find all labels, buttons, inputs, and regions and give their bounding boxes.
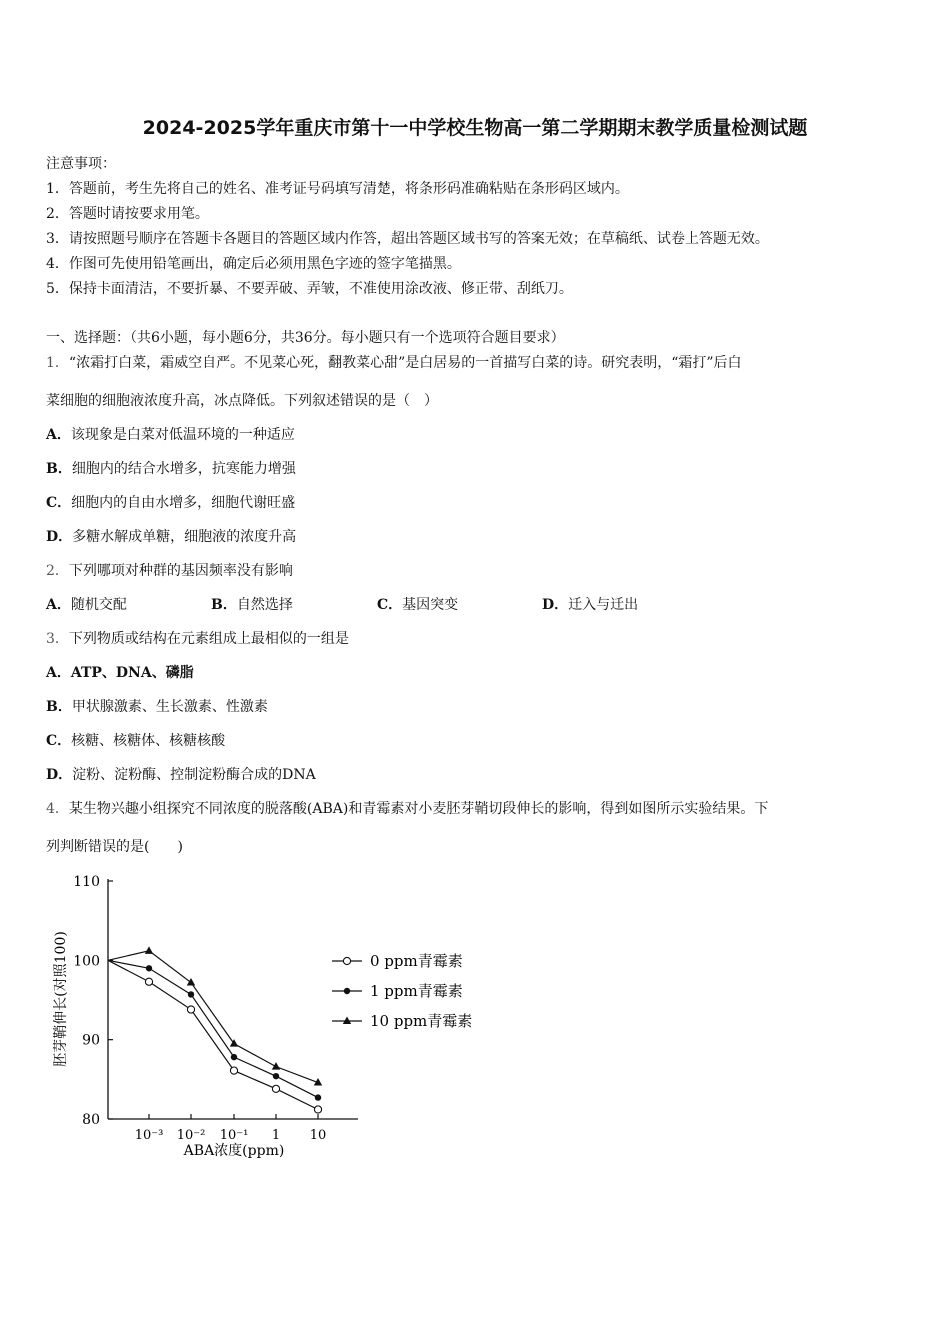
option-label: B． [211, 597, 237, 613]
question-text: 某生物兴趣小组探究不同浓度的脱落酸(ABA)和青霉素对小麦胚芽鞘切段伸长的影响，得到如图所示实验结果。下 [68, 801, 769, 817]
option-text: 核糖、核糖体、核糖核酸 [71, 733, 226, 749]
option-text: 迁入与迁出 [568, 597, 639, 613]
question-1-cont: 菜细胞的细胞液浓度升高，冰点降低。下列叙述错误的是（ ） [46, 393, 438, 409]
data-point [343, 1017, 351, 1025]
notice-item: 2．答题时请按要求用笔。 [46, 206, 209, 222]
notice-heading: 注意事项： [46, 156, 116, 172]
option [46, 730, 225, 750]
option [542, 594, 638, 614]
data-point [315, 1094, 321, 1100]
option [46, 764, 316, 784]
data-point [187, 1006, 194, 1013]
option-label: A． [46, 597, 71, 613]
option-text: 基因突变 [402, 597, 459, 613]
x-tick-label: 10⁻¹ [219, 1128, 249, 1143]
option [377, 594, 458, 614]
series-line [108, 960, 318, 1097]
legend-label: 0 ppm青霉素 [370, 952, 463, 970]
option [211, 594, 293, 614]
x-axis-label: ABA浓度(ppm) [183, 1143, 285, 1159]
x-tick-label: 1 [271, 1128, 281, 1143]
question-2 [46, 560, 293, 580]
series-line [108, 960, 318, 1109]
question-number: 2． [46, 563, 69, 579]
question-1 [46, 352, 742, 372]
option-text: ATP、DNA、磷脂 [70, 665, 194, 681]
option-label: D． [46, 767, 73, 783]
y-tick-label: 90 [82, 1032, 100, 1049]
option-text: 随机交配 [70, 597, 127, 613]
y-axis-label: 胚芽鞘伸长(对照100) [53, 931, 69, 1067]
notice-item: 3．请按照题号顺序在答题卡各题目的答题区域内作答，超出答题区域书写的答案无效；在草稿纸、试卷上答题无效。 [46, 231, 769, 247]
option-text: 细胞内的结合水增多，抗寒能力增强 [71, 461, 296, 477]
section-heading: 一、选择题：（共6小题，每小题6分，共36分。每小题只有一个选项符合题目要求） [46, 330, 565, 346]
data-point [314, 1106, 321, 1113]
data-point [231, 1054, 237, 1060]
option-text: 细胞内的自由水增多，细胞代谢旺盛 [71, 495, 296, 511]
aba-chart [40, 865, 500, 1165]
question-4 [46, 798, 768, 818]
option-label: C． [46, 733, 72, 749]
option-label: B． [46, 699, 72, 715]
option [46, 424, 295, 444]
data-point [188, 991, 194, 997]
option-text: 甲状腺激素、生长激素、性激素 [71, 699, 268, 715]
option-label: C． [46, 495, 72, 511]
question-number: 1． [46, 355, 69, 371]
question-text: 下列哪项对种群的基因频率没有影响 [68, 563, 293, 579]
option [46, 492, 295, 512]
option-label: B． [46, 461, 72, 477]
data-point [272, 1062, 280, 1070]
option-label: A． [46, 665, 71, 681]
option-label: D． [542, 597, 569, 613]
page-title: 2024-2025学年重庆市第十一中学校生物高一第二学期期末教学质量检测试题 [142, 117, 808, 139]
option [46, 526, 296, 546]
notice-item: 4．作图可先使用铅笔画出，确定后必须用黑色字迹的签字笔描黑。 [46, 256, 461, 272]
option-text: 淀粉、淀粉酶、控制淀粉酶合成的DNA [72, 767, 316, 783]
option [46, 662, 194, 682]
question-number: 3． [46, 631, 69, 647]
option-label: A． [46, 427, 71, 443]
option-text: 多糖水解成单糖，细胞液的浓度升高 [72, 529, 297, 545]
data-point [272, 1085, 279, 1092]
legend-label: 10 ppm青霉素 [370, 1012, 473, 1030]
data-point [344, 988, 350, 994]
data-point [273, 1073, 279, 1079]
data-point [230, 1067, 237, 1074]
question-text: 下列物质或结构在元素组成上最相似的一组是 [68, 631, 349, 647]
question-number: 4． [46, 801, 69, 817]
notice-item: 5．保持卡面清洁，不要折暴、不要弄破、弄皱，不准使用涂改液、修正带、刮纸刀。 [46, 281, 573, 297]
y-tick-label: 100 [73, 953, 100, 970]
y-tick-label: 80 [82, 1112, 100, 1128]
x-tick-label: 10 [309, 1128, 327, 1143]
option-text: 自然选择 [236, 597, 293, 613]
series-line [108, 951, 318, 1083]
data-point [146, 965, 152, 971]
legend-label: 1 ppm青霉素 [370, 982, 463, 1000]
question-text: “浓霜打白菜，霜威空自严。不见菜心死，翻教菜心甜”是白居易的一首描写白菜的诗。研究表明，“霜打”后白 [68, 355, 742, 371]
data-point [145, 978, 152, 985]
option-label: D． [46, 529, 73, 545]
option [46, 696, 268, 716]
y-tick-label: 110 [73, 874, 100, 890]
notice-item: 1．答题前，考生先将自己的姓名、准考证号码填写清楚，将条形码准确粘贴在条形码区域内。 [46, 181, 629, 197]
option [46, 458, 296, 478]
question-4-cont: 列判断错误的是( ) [46, 839, 183, 855]
option [46, 594, 127, 614]
x-tick-label: 10⁻² [176, 1128, 206, 1143]
option-label: C． [377, 597, 403, 613]
data-point [343, 957, 350, 964]
x-tick-label: 10⁻³ [134, 1128, 164, 1143]
data-point [187, 978, 195, 986]
data-point [145, 946, 153, 954]
question-3 [46, 628, 349, 648]
option-text: 该现象是白菜对低温环境的一种适应 [70, 427, 295, 443]
